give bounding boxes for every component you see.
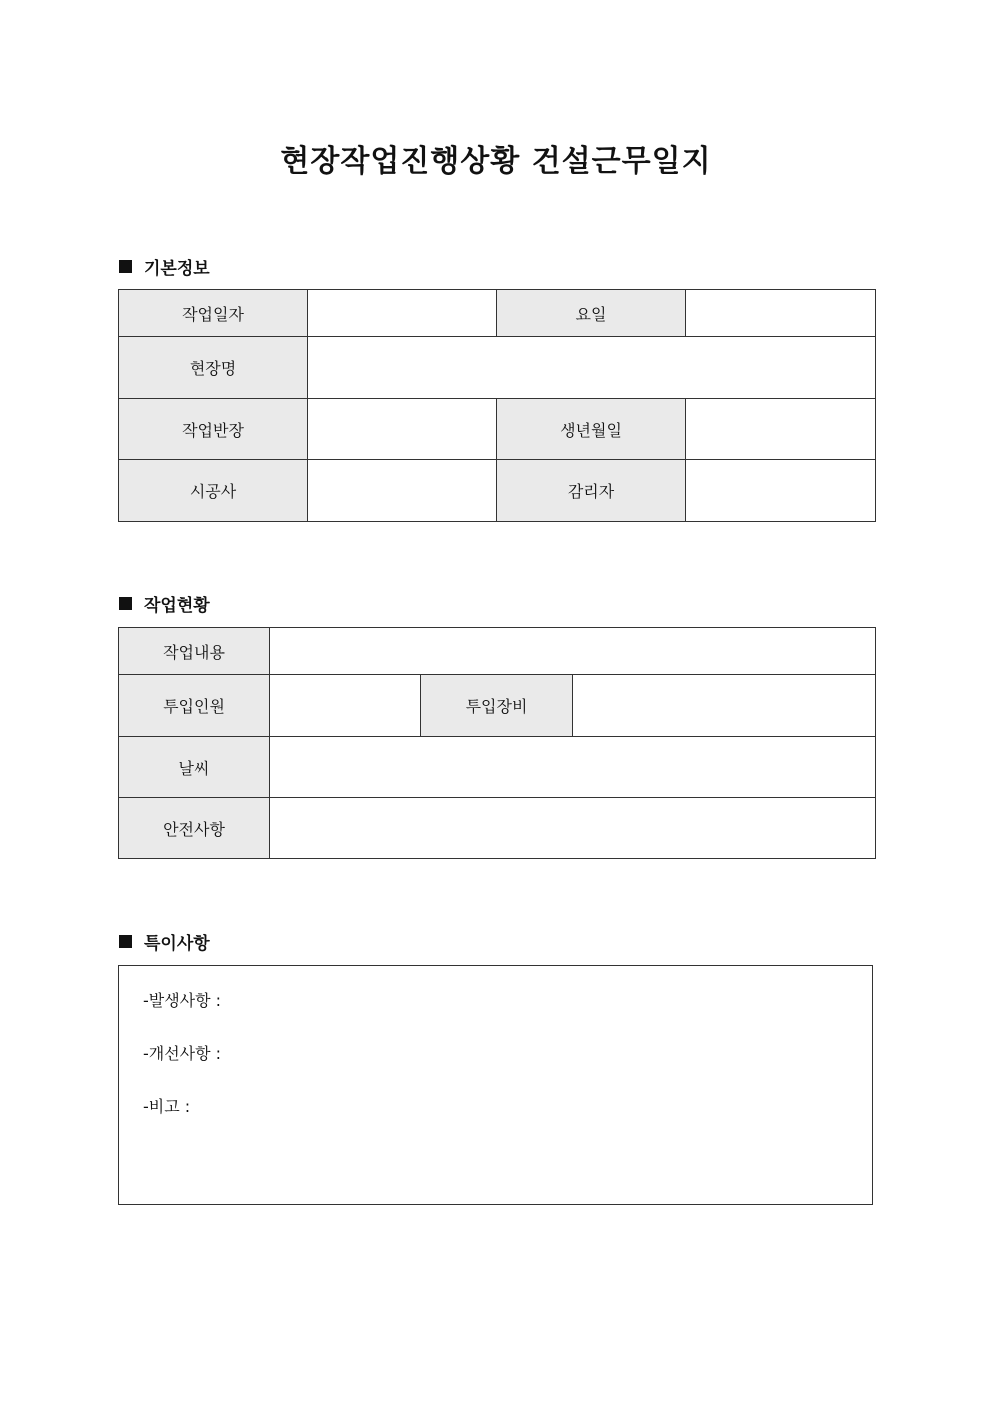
weather-label: 날씨	[119, 737, 270, 798]
work-status-table	[118, 627, 876, 859]
section-work-status-heading	[119, 591, 210, 616]
weekday-field[interactable]	[686, 290, 876, 337]
section-work-status-label: 작업현황	[144, 596, 210, 616]
site-name-label: 현장명	[119, 337, 308, 399]
safety-label: 안전사항	[119, 798, 270, 859]
birthdate-field[interactable]	[686, 399, 876, 460]
section-remarks-heading	[119, 929, 210, 954]
work-date-label: 작업일자	[119, 290, 308, 337]
contractor-label: 시공사	[119, 460, 308, 522]
equipment-field[interactable]	[573, 675, 876, 737]
square-bullet-icon	[119, 935, 132, 948]
contractor-field[interactable]	[308, 460, 497, 522]
incidents-line: -발생사항 :	[143, 991, 222, 1010]
manpower-field[interactable]	[270, 675, 421, 737]
foreman-field[interactable]	[308, 399, 497, 460]
site-name-field[interactable]	[308, 337, 876, 399]
safety-field[interactable]	[270, 798, 876, 859]
square-bullet-icon	[119, 597, 132, 610]
supervisor-field[interactable]	[686, 460, 876, 522]
section-basic-info-heading	[119, 254, 210, 279]
work-date-field[interactable]	[308, 290, 497, 337]
notes-line: -비고 :	[143, 1097, 191, 1116]
basic-info-table	[118, 289, 876, 522]
work-content-field[interactable]	[270, 628, 876, 675]
section-remarks-label: 특이사항	[144, 934, 210, 954]
manpower-label: 투입인원	[119, 675, 270, 737]
section-basic-info-label: 기본정보	[144, 259, 210, 279]
weekday-label: 요일	[497, 290, 686, 337]
foreman-label: 작업반장	[119, 399, 308, 460]
improvements-line: -개선사항 :	[143, 1044, 222, 1063]
remarks-box[interactable]	[118, 965, 873, 1205]
square-bullet-icon	[119, 260, 132, 273]
equipment-label: 투입장비	[421, 675, 573, 737]
birthdate-label: 생년월일	[497, 399, 686, 460]
work-content-label: 작업내용	[119, 628, 270, 675]
page-title: 현장작업진행상황 건설근무일지	[280, 144, 712, 179]
supervisor-label: 감리자	[497, 460, 686, 522]
weather-field[interactable]	[270, 737, 876, 798]
